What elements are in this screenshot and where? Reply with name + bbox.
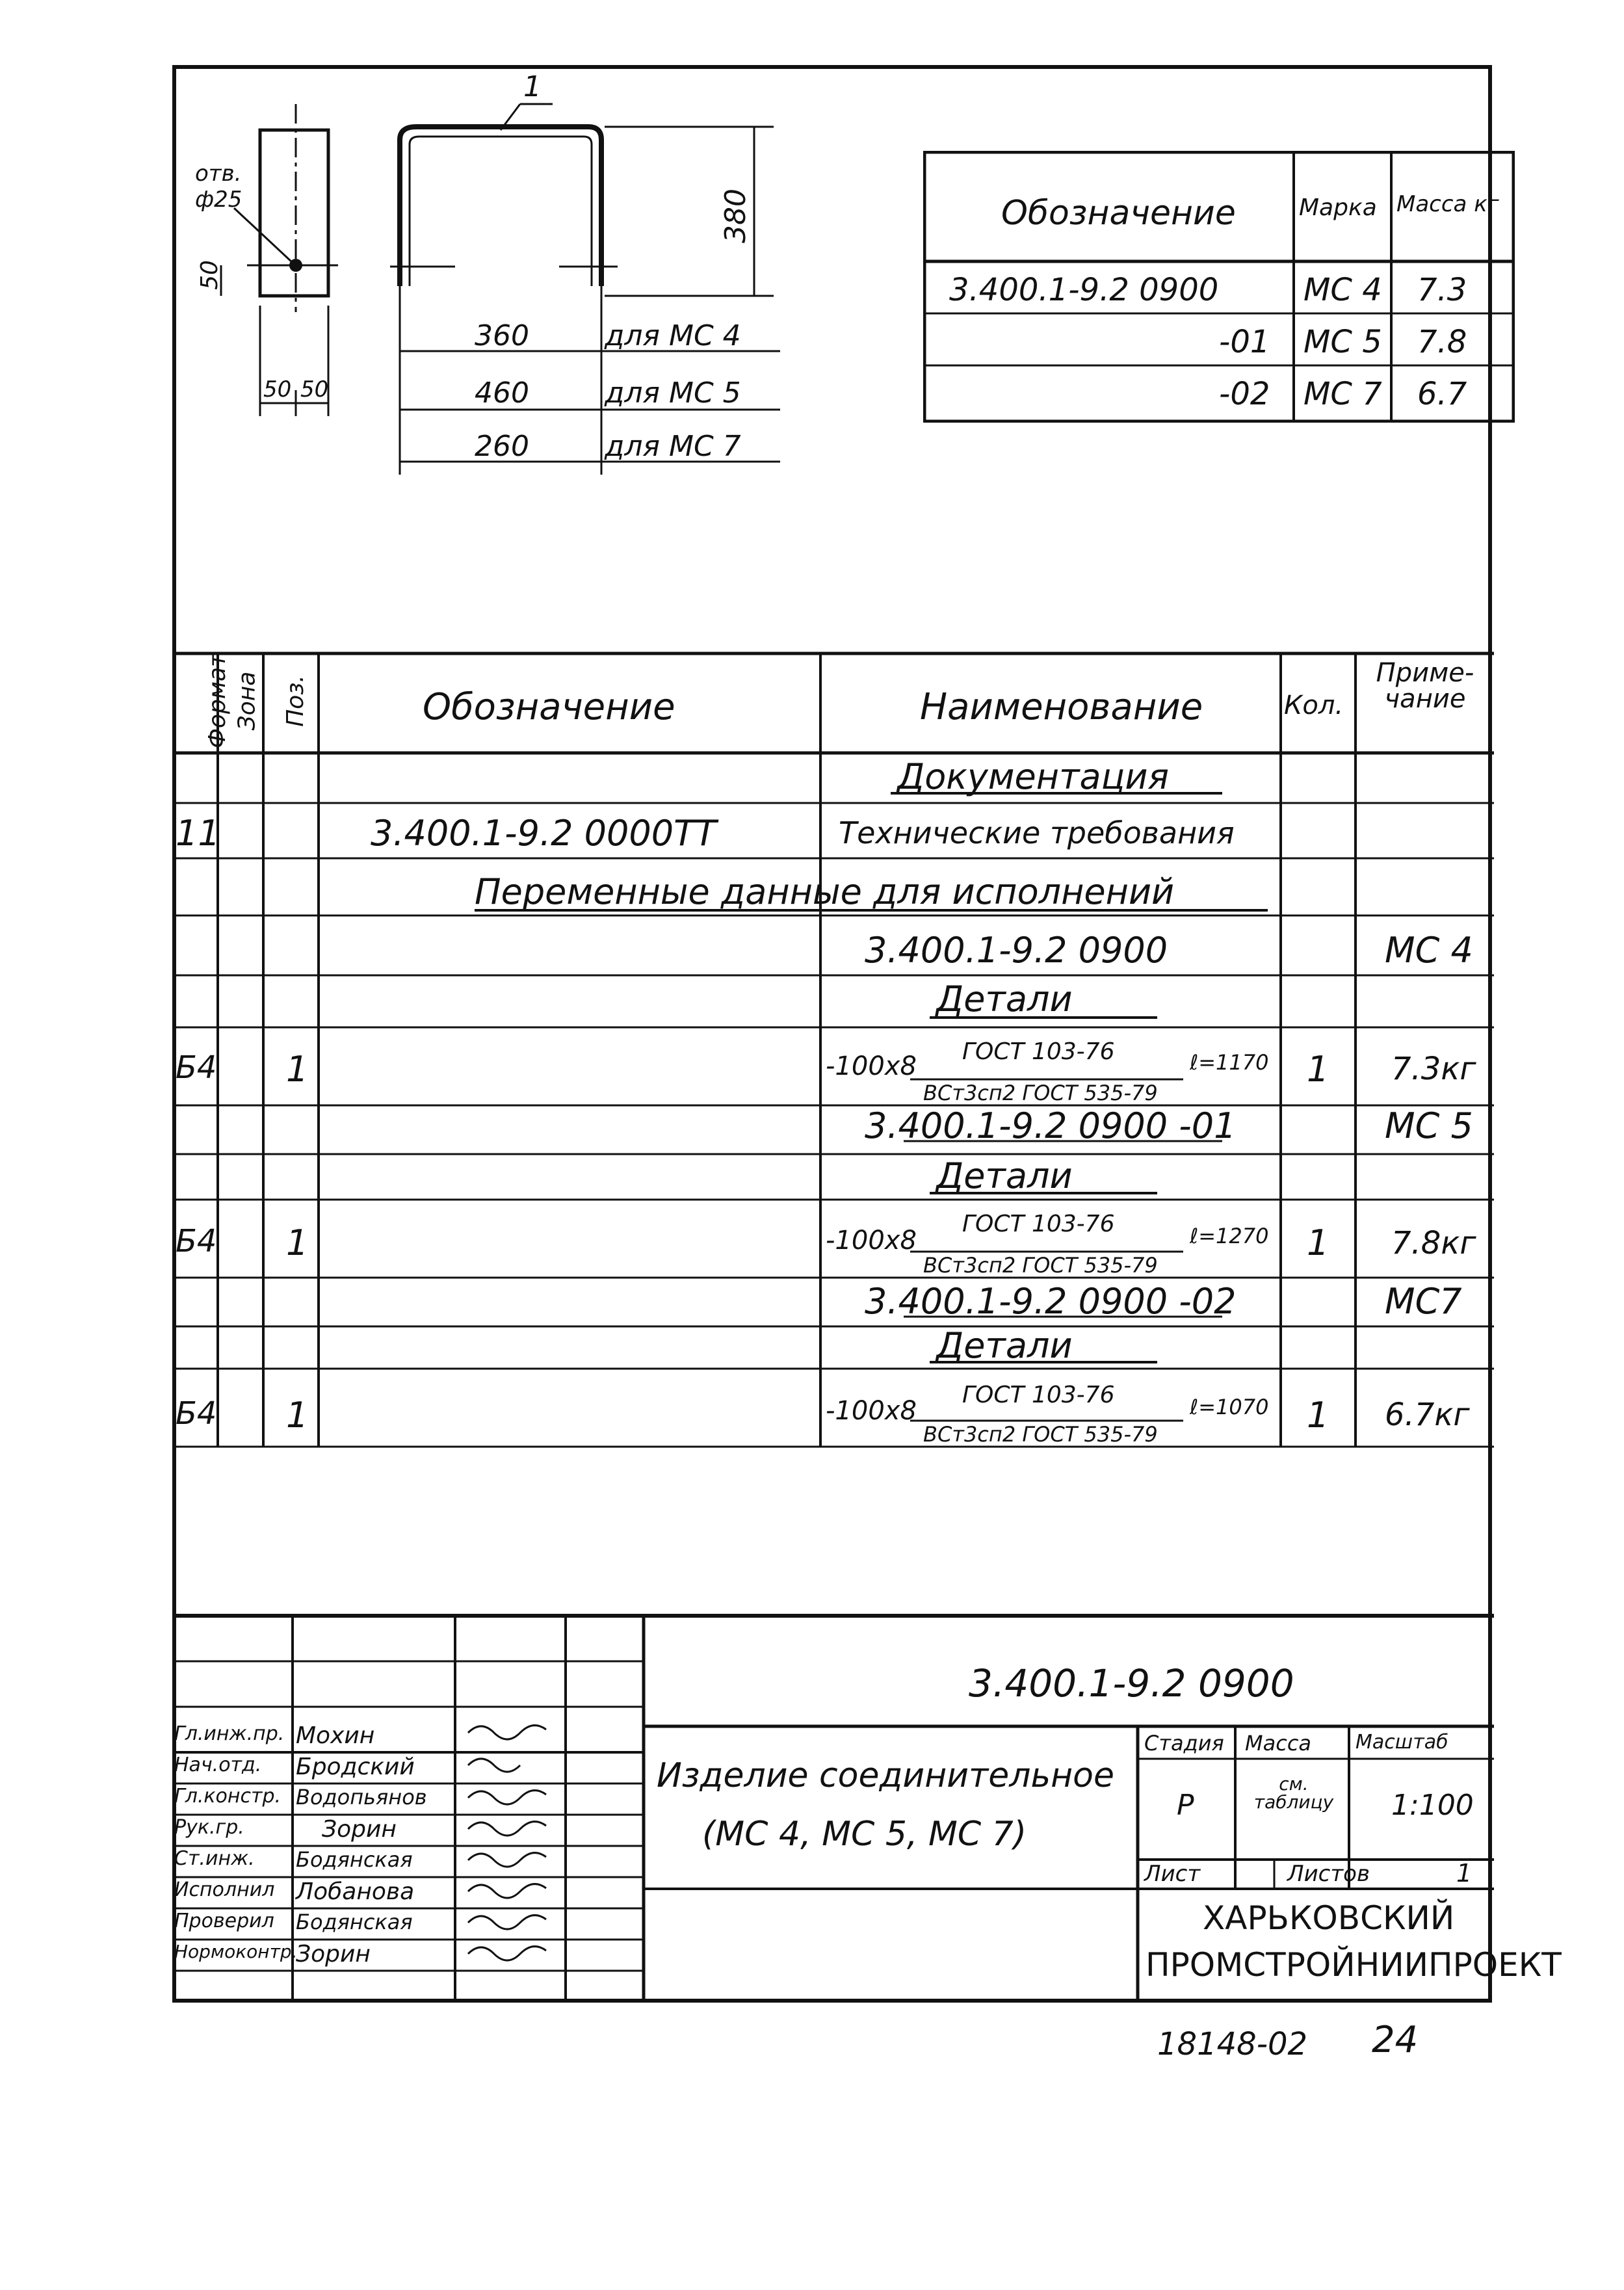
page-number: 24: [1372, 2019, 1419, 2061]
group-2-item-length: ℓ=1270: [1190, 1224, 1269, 1248]
spec-header-format: Формат: [204, 653, 231, 749]
spec-header-designation: Обозначение: [423, 686, 675, 728]
title-line-1: Изделие соединительное: [657, 1756, 1114, 1795]
group-1-item-length: ℓ=1170: [1190, 1050, 1269, 1075]
signature-4: [468, 1822, 546, 1836]
stage-label: Стадия: [1144, 1731, 1224, 1756]
group-2-item-pos: 1: [286, 1222, 309, 1263]
mass-row-2-designation: -01: [1219, 324, 1270, 360]
mass-row-1-mass: 7.3: [1417, 272, 1467, 308]
group-3-item-length: ℓ=1070: [1190, 1395, 1269, 1419]
mass-table-header-mark: Марка: [1299, 194, 1377, 221]
dim-50-left: 50: [196, 260, 223, 290]
variant-for-1: для МС 4: [605, 319, 741, 352]
group-1-note: МС 4: [1385, 930, 1473, 971]
sig-name-6: Лобанова: [296, 1878, 415, 1905]
group-3-item-gost-bottom: ВСт3сп2 ГОСТ 535-79: [923, 1422, 1158, 1447]
sig-role-2: Нач.отд.: [174, 1754, 262, 1776]
mass-row-1-designation: 3.400.1-9.2 0900: [949, 272, 1219, 308]
sig-role-6: Исполнил: [174, 1878, 275, 1901]
group-3-item-pos: 1: [286, 1395, 309, 1436]
sig-name-3: Водопьянов: [296, 1785, 427, 1810]
signature-7: [468, 1915, 546, 1929]
stage-value: Р: [1177, 1789, 1194, 1822]
group-1-item-pos: 1: [286, 1049, 309, 1090]
hole-label-1: отв.: [195, 161, 242, 187]
sig-name-1: Мохин: [296, 1722, 375, 1749]
group-1-item-profile: -100х8: [826, 1051, 917, 1081]
group-3-item-gost-top: ГОСТ 103-76: [962, 1382, 1115, 1408]
group-2-item-gost-bottom: ВСт3сп2 ГОСТ 535-79: [923, 1253, 1158, 1278]
position-mark: 1: [523, 70, 542, 103]
sig-name-2: Бродский: [296, 1754, 415, 1780]
signature-6: [468, 1884, 546, 1898]
mass-row-3-mark: МС 7: [1303, 376, 1382, 412]
dim-height: 380: [718, 189, 752, 243]
group-1-code: 3.400.1-9.2 0900: [865, 930, 1168, 971]
scale-label: Масштаб: [1356, 1731, 1448, 1754]
dim-50-a: 50: [263, 376, 292, 402]
variant-length-1: 360: [475, 319, 529, 352]
spec-header-qty: Кол.: [1284, 691, 1344, 720]
group-1-item-gost-top: ГОСТ 103-76: [962, 1038, 1115, 1065]
sig-role-4: Рук.гр.: [174, 1816, 244, 1839]
sig-name-7: Бодянская: [296, 1910, 413, 1934]
signature-1: [468, 1726, 546, 1739]
group-3-note: МС7: [1385, 1281, 1462, 1322]
sig-role-3: Гл.констр.: [174, 1785, 282, 1808]
group-2-code: 3.400.1-9.2 0900 -01: [865, 1105, 1237, 1146]
variant-length-3: 260: [475, 430, 529, 463]
variant-length-2: 460: [475, 376, 529, 410]
variant-for-3: для МС 7: [605, 430, 741, 463]
spec-header-name: Наименование: [920, 686, 1203, 728]
group-1-details: Детали: [936, 979, 1073, 1020]
mass-value: см. таблицу: [1253, 1773, 1334, 1813]
sig-role-5: Ст.инж.: [174, 1847, 255, 1870]
doc-row-designation: 3.400.1-9.2 0000ТТ: [371, 813, 717, 854]
dim-50-b: 50: [300, 376, 329, 402]
title-doc-code: 3.400.1-9.2 0900: [969, 1661, 1294, 1705]
sheets-value: 1: [1456, 1859, 1473, 1888]
group-2-item-gost-top: ГОСТ 103-76: [962, 1211, 1115, 1237]
doc-row-name: Технические требования: [839, 815, 1235, 850]
org-line-1: ХАРЬКОВСКИЙ: [1203, 1899, 1455, 1937]
group-2-item-format: Б4: [176, 1223, 217, 1259]
mass-row-3-designation: -02: [1219, 376, 1270, 412]
spec-header-zone: Зона: [233, 671, 261, 731]
sig-role-8: Нормоконтр.: [174, 1941, 298, 1962]
org-line-2: ПРОМСТРОЙНИИПРОЕКТ: [1146, 1946, 1562, 1984]
sig-name-5: Бодянская: [296, 1847, 413, 1872]
group-2-details: Детали: [936, 1155, 1073, 1196]
signature-2: [468, 1759, 520, 1772]
group-3-item-qty: 1: [1307, 1395, 1329, 1436]
section-documentation: Документация: [897, 756, 1169, 797]
group-2-item-profile: -100х8: [826, 1226, 917, 1256]
mass-row-3-mass: 6.7: [1417, 376, 1467, 412]
sheet-label: Лист: [1144, 1861, 1201, 1887]
title-line-2: (МС 4, МС 5, МС 7): [702, 1815, 1027, 1854]
group-3-item-format: Б4: [176, 1395, 217, 1432]
group-1-item-format: Б4: [176, 1049, 217, 1086]
mass-table-header-mass: Масса кг: [1396, 191, 1499, 217]
group-3-item-profile: -100х8: [826, 1396, 917, 1426]
mass-label: Масса: [1245, 1731, 1312, 1756]
doc-row-format: 11: [176, 813, 220, 854]
hole-label-2: ф25: [195, 187, 242, 213]
sig-name-8: Зорин: [296, 1941, 371, 1968]
group-2-item-mass: 7.8кг: [1391, 1225, 1476, 1261]
spec-header-note: Приме- чание: [1376, 658, 1474, 714]
group-3-item-mass: 6.7кг: [1385, 1397, 1470, 1433]
signature-8: [468, 1947, 546, 1960]
signature-5: [468, 1853, 546, 1867]
variable-data-heading: Переменные данные для исполнений: [475, 871, 1175, 912]
sig-name-4: Зорин: [322, 1816, 397, 1843]
group-1-item-qty: 1: [1307, 1049, 1329, 1090]
sheets-label: Листов: [1287, 1861, 1370, 1887]
spec-header-pos: Поз.: [282, 675, 309, 727]
group-1-item-mass: 7.3кг: [1391, 1051, 1476, 1087]
mass-row-1-mark: МС 4: [1303, 272, 1382, 308]
group-2-note: МС 5: [1385, 1105, 1473, 1146]
archive-number: 18148-02: [1157, 2026, 1308, 2062]
group-3-code: 3.400.1-9.2 0900 -02: [865, 1281, 1237, 1322]
group-1-item-gost-bottom: ВСт3сп2 ГОСТ 535-79: [923, 1081, 1158, 1105]
scale-value: 1:100: [1391, 1789, 1474, 1822]
mass-row-2-mark: МС 5: [1303, 324, 1382, 360]
mass-row-2-mass: 7.8: [1417, 324, 1467, 360]
variant-for-2: для МС 5: [605, 376, 741, 410]
group-3-details: Детали: [936, 1325, 1073, 1366]
sig-role-7: Проверил: [174, 1910, 274, 1932]
sig-role-1: Гл.инж.пр.: [174, 1722, 285, 1745]
mass-table-header-designation: Обозначение: [1001, 194, 1236, 233]
signature-3: [468, 1791, 546, 1804]
group-2-item-qty: 1: [1307, 1222, 1329, 1263]
